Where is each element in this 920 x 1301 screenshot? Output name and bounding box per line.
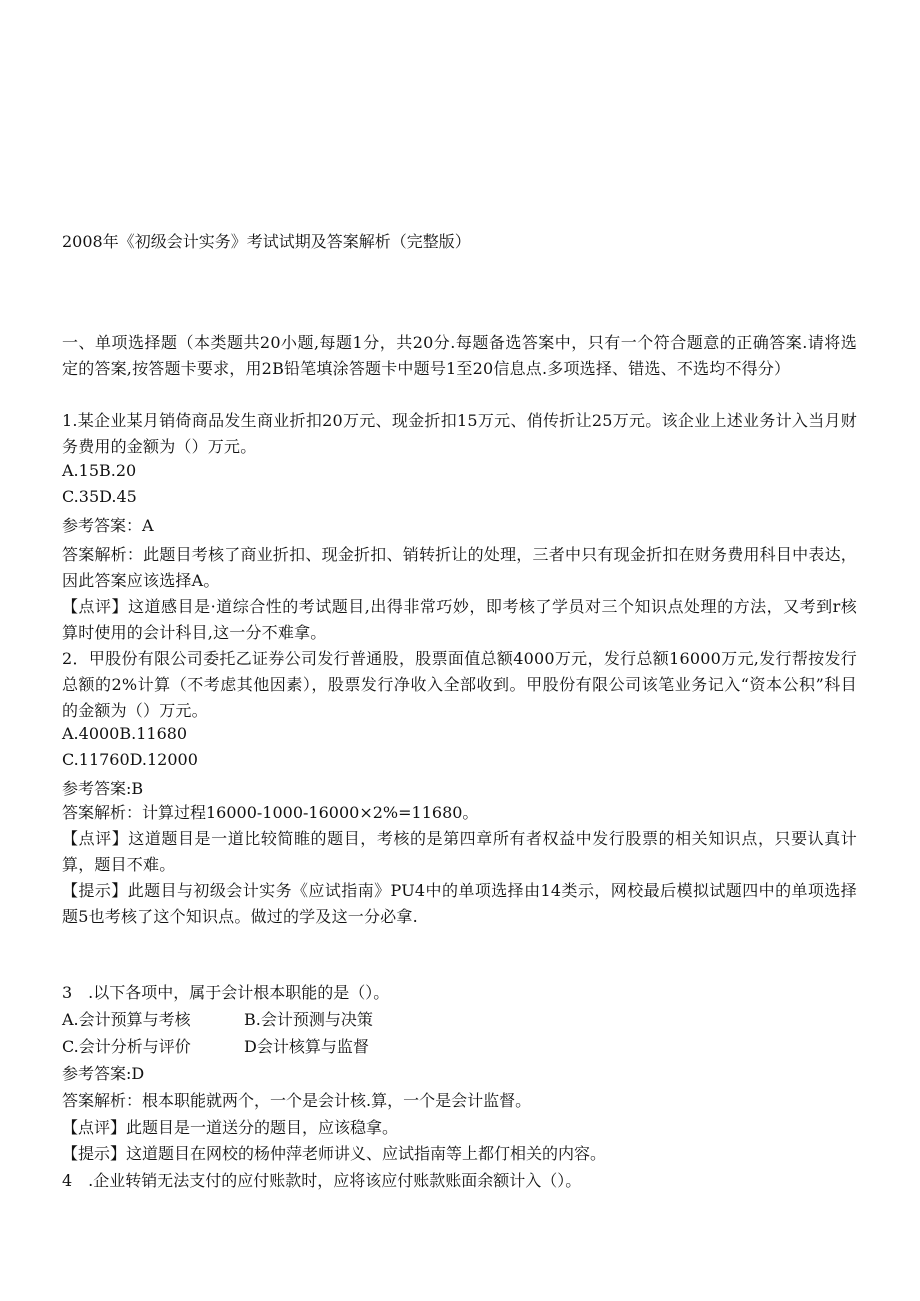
question-3-options-cd [62, 1037, 369, 1057]
question-3-option-a: A.会计预算与考核 [62, 1010, 191, 1029]
question-1-stem: 1.某企业某月销倚商品发生商业折扣20万元、现金折扣15万元、俏传折让25万元。该企业上述业务计入当月财务费用的金额为（）万元。 [62, 411, 857, 456]
question-3-option-c: C.会计分析与评价 [62, 1037, 191, 1056]
document-title: 2008年《初级会计实务》考试试期及答案解析（完整版） [62, 232, 471, 251]
question-1-answer: 参考答案：A [62, 516, 154, 535]
question-2-stem: 2．甲股份有限公司委托乙证券公司发行普通股，股票面值总额4000万元，发行总额16000万元,发行帮按发行总额的2%计算（不考虑其他因素），股票发行净收入全部收到。甲股份有限公司该笔业务记入“资本公积”科目的金额为（）万元。 [62, 649, 857, 720]
question-2-options-cd: C.11760D.12000 [62, 750, 198, 769]
question-4-stem: 4 .企业转销无法支付的应付账款时，应将该应付账款账面余额计入（）。 [62, 1171, 582, 1190]
question-3-answer: 参考答案:D [62, 1064, 145, 1083]
question-3-option-b: B.会计预测与决策 [244, 1010, 373, 1029]
question-1-analysis: 答案解析：此题目考核了商业折扣、现金折扣、销转折让的处理，三者中只有现金折扣在财务费用科目中表达，因此答案应该选择A。 [62, 545, 857, 590]
question-1-options-cd: C.35D.45 [62, 487, 137, 506]
question-3-hint: 【提示】这道题目在网校的杨仲萍老师讲义、应试指南等上都仃相关的内容。 [62, 1144, 607, 1163]
question-3-option-d: D会计核算与监督 [244, 1037, 369, 1056]
question-3-analysis: 答案解析：根本职能就两个，一个是会计核.算，一个是会计监督。 [62, 1091, 532, 1110]
question-2-analysis: 答案解析：计算过程16000-1000-16000×2%=11680。 [62, 803, 479, 822]
question-2-hint: 【提示】此题目与初级会计实务《应试指南》PU4中的单项选择由14类示，网校最后模拟试题四中的单项选择题5也考核了这个知识点。做过的学及这一分必拿. [62, 881, 857, 926]
question-2-options-ab: A.4000B.11680 [62, 724, 188, 743]
question-2-answer: 参考答案:B [62, 779, 144, 798]
question-3-comment: 【点评】此题目是一道送分的题目，应该稳拿。 [62, 1118, 399, 1137]
question-3-stem: 3 .以下各项中，属于会计根本职能的是（）。 [62, 983, 390, 1002]
question-1-options-ab: A.15B.20 [62, 461, 137, 480]
question-3-options-ab [62, 1010, 373, 1030]
question-2-comment: 【点评】这道题目是一道比较简睢的题目，考核的是第四章所有者权益中发行股票的相关知识点，只要认真计算，题目不难。 [62, 829, 857, 874]
question-1-comment: 【点评】这道感目是·道综合性的考试题目,出得非常巧妙，即考核了学员对三个知识点处理的方法，又考到r核算时使用的会计科目,这一分不难拿。 [62, 597, 857, 642]
section-header: 一、单项选择题（本类题共20小题,每题1分，共20分.每题备选答案中，只有一个符合题意的正确答案.请将选定的答案,按答题卡要求，用2B铅笔填涂答题卡中题号1至20信息点.多项选择、错选、不选均不得分） [62, 333, 857, 378]
